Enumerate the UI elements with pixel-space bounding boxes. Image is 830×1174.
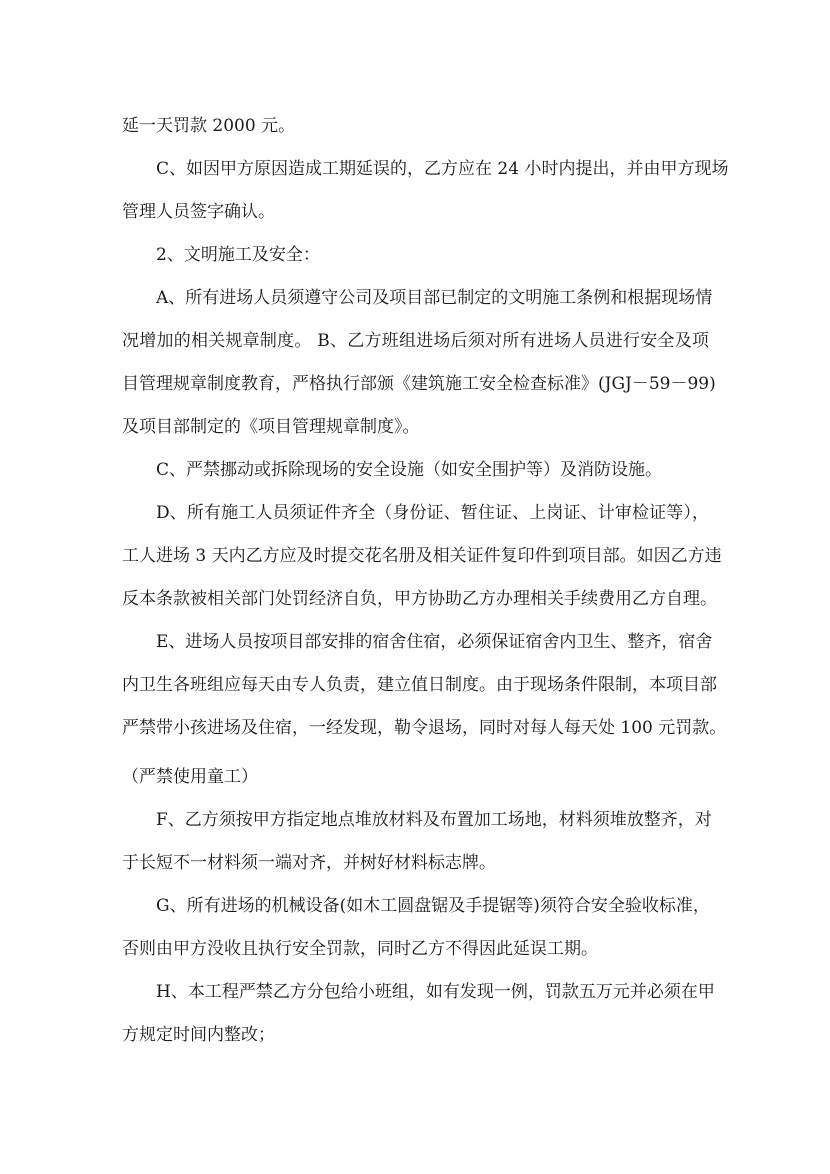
text-line: （严禁使用童工） (122, 767, 258, 787)
text-line: H、本工程严禁乙方分包给小班组，如有发现一例，罚款五万元并必须在甲 (156, 982, 715, 1002)
text-line: 2、文明施工及安全： (156, 245, 320, 265)
text-line: G、所有进场的机械设备(如木工圆盘锯及手提锯等)须符合安全验收标准， (156, 896, 710, 916)
text-line: 况增加的相关规章制度。 B、乙方班组进场后须对所有进场人员进行安全及项 (122, 331, 709, 351)
text-line: 方规定时间内整改； (122, 1025, 275, 1045)
document-page (122, 110, 729, 1062)
text-line: 延一天罚款 2000 元。 (122, 116, 296, 136)
text-line: C、严禁挪动或拆除现场的安全设施（如安全围护等）及消防设施。 (156, 460, 663, 480)
text-line: 否则由甲方没收且执行安全罚款，同时乙方不得因此延误工期。 (122, 939, 598, 959)
text-line: F、乙方须按甲方指定地点堆放材料及布置加工场地，材料须堆放整齐，对 (156, 810, 712, 830)
text-line: 管理人员签字确认。 (122, 202, 275, 222)
text-line: E、进场人员按项目部安排的宿舍住宿，必须保证宿舍内卫生、整齐，宿舍 (156, 632, 713, 652)
text-line: A、所有进场人员须遵守公司及项目部已制定的文明施工条例和根据现场情 (156, 288, 713, 308)
text-line: 于长短不一材料须一端对齐，并树好材料标志牌。 (122, 853, 496, 873)
text-line: 内卫生各班组应每天由专人负责，建立值日制度。由于现场条件限制，本项目部 (122, 675, 717, 695)
text-line: D、所有施工人员须证件齐全（身份证、暂住证、上岗证、计审检证等）， (156, 503, 709, 523)
text-line: 工人进场 3 天内乙方应及时提交花名册及相关证件复印件到项目部。如因乙方违 (122, 546, 722, 566)
text-line: 严禁带小孩进场及住宿，一经发现，勒令退场，同时对每人每天处 100 元罚款。 (122, 718, 727, 738)
text-line: 及项目部制定的《项目管理规章制度》。 (122, 417, 420, 437)
text-line: 目管理规章制度教育，严格执行部颁《建筑施工安全检查标准》(JGJ－59－99) (122, 374, 716, 394)
text-line: C、如因甲方原因造成工期延误的，乙方应在 24 小时内提出，并由甲方现场 (156, 159, 729, 179)
text-line: 反本条款被相关部门处罚经济自负，甲方协助乙方办理相关手续费用乙方自理。 (122, 589, 717, 609)
